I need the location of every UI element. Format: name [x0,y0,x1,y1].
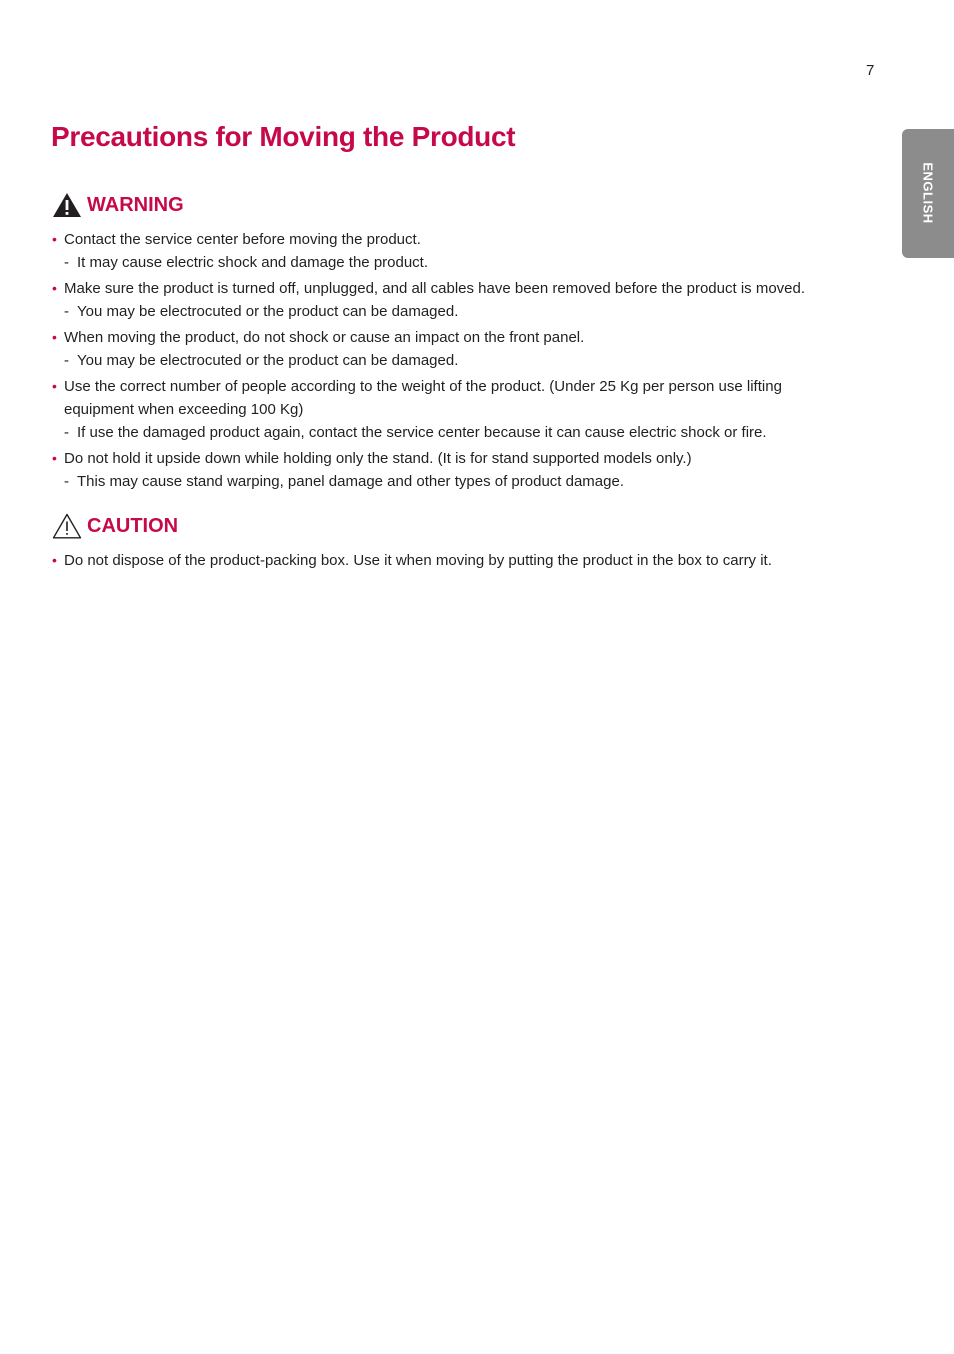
caution-icon [52,513,82,539]
bullet-icon: • [52,450,57,466]
item-text: Use the correct number of people according to the weight of the product. (Under 25 Kg per person use lifting equipment when exceeding 100 Kg) [64,378,782,418]
item-text: When moving the product, do not shock or cause an impact on the front panel. [64,329,585,346]
caution-list [52,549,852,575]
bullet-icon: • [52,378,57,394]
list-item [52,549,852,572]
sub-item [64,421,852,444]
sub-item-text: This may cause stand warping, panel damage and other types of product damage. [77,473,624,490]
dash-icon: - [64,473,69,490]
dash-icon: - [64,352,69,369]
sub-item [64,349,852,372]
bullet-icon: • [52,329,57,345]
item-text: Do not dispose of the product-packing box. Use it when moving by putting the product in the box to carry it. [64,552,772,569]
dash-icon: - [64,424,69,441]
item-text: Do not hold it upside down while holding only the stand. (It is for stand supported models only.) [64,450,692,467]
item-text: Contact the service center before moving the product. [64,231,421,248]
warning-heading [52,190,184,220]
caution-label: CAUTION [87,514,179,537]
bullet-icon: • [52,280,57,296]
warning-icon [52,192,82,218]
list-item [52,277,852,323]
page-title: Precautions for Moving the Product [51,121,516,152]
sub-item [64,251,852,274]
bullet-icon: • [52,231,57,247]
sub-item-text: You may be electrocuted or the product can be damaged. [77,352,459,369]
caution-heading [52,511,178,541]
sub-item-text: If use the damaged product again, contact the service center because it can cause electric shock or fire. [77,424,767,441]
bullet-icon: • [52,552,57,568]
dash-icon: - [64,303,69,320]
list-item [52,375,852,444]
dash-icon: - [64,254,69,271]
list-item [52,326,852,372]
sub-item-text: You may be electrocuted or the product can be damaged. [77,303,459,320]
page-number: 7 [866,62,875,79]
warning-list [52,228,852,496]
sub-item [64,470,852,493]
list-item [52,447,852,493]
language-tab [902,129,954,258]
warning-label: WARNING [87,193,184,216]
language-tab-label: ENGLISH [920,162,936,224]
item-text: Make sure the product is turned off, unplugged, and all cables have been removed before the product is moved. [64,280,806,297]
sub-item [64,300,852,323]
sub-item-text: It may cause electric shock and damage the product. [77,254,429,271]
list-item [52,228,852,274]
